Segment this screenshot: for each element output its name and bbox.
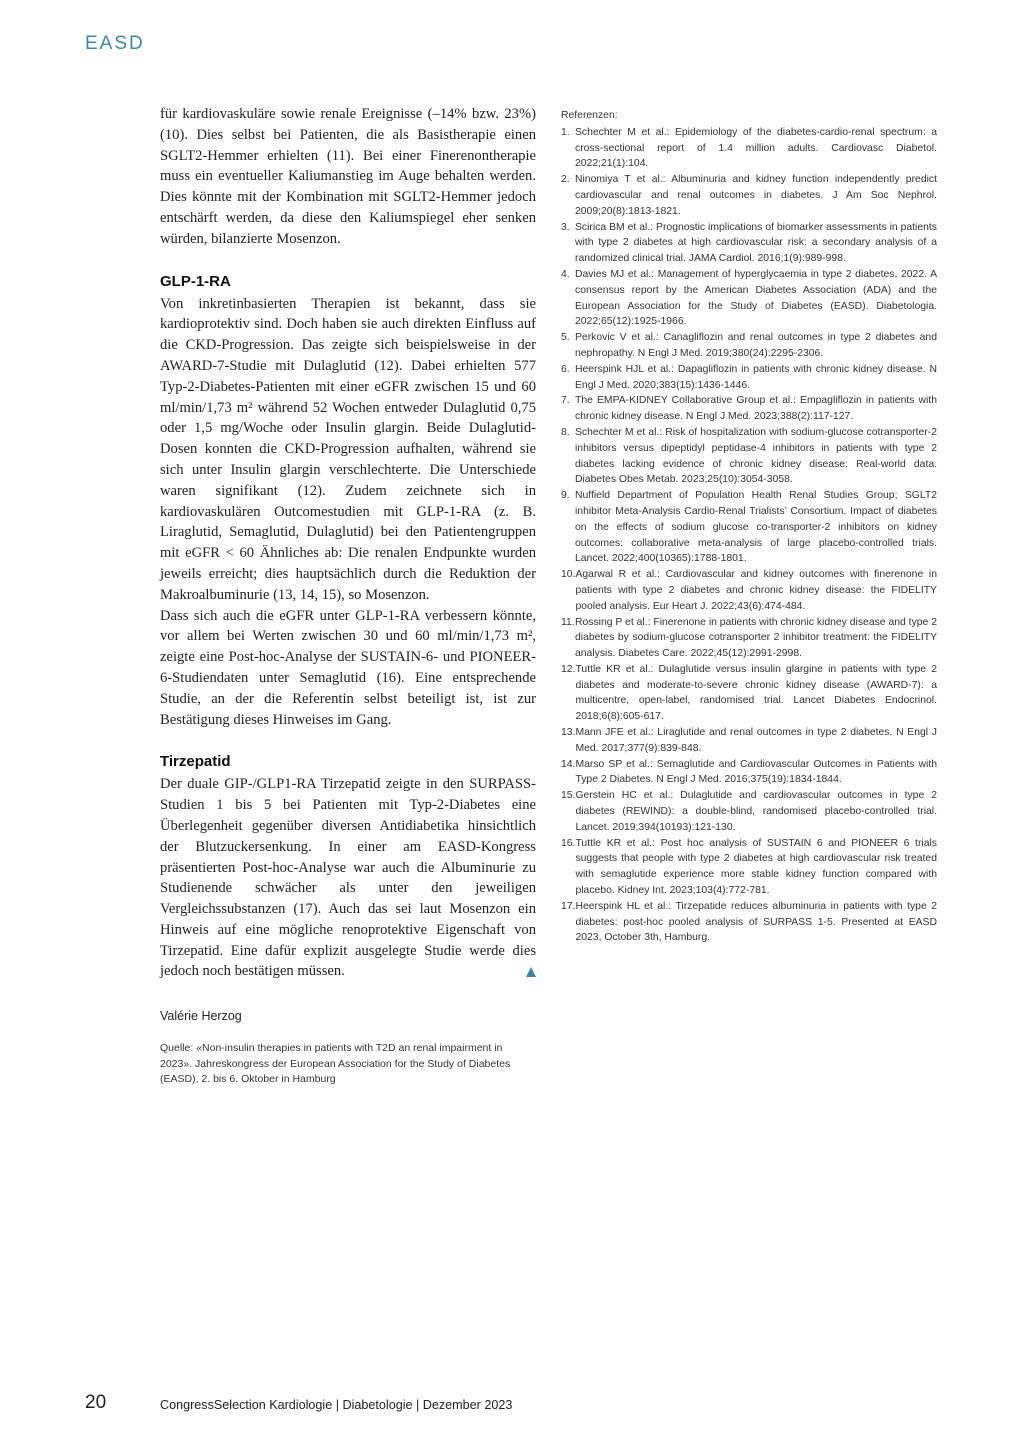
reference-text: The EMPA-KIDNEY Collaborative Group et al.: Empagliflozin in patients with chronic kidney disease. N Engl J Med. 2023;388(2):117-127. [575, 395, 937, 423]
reference-text: Heerspink HJL et al.: Dapagliflozin in patients with chronic kidney disease. N Engl J Med. 2020;383(15):1436-1446. [575, 363, 937, 391]
reference-item [561, 330, 937, 362]
heading-glp1: GLP-1-RA [160, 272, 231, 290]
author-name: Valérie Herzog [160, 1009, 242, 1024]
reference-text: Perkovic V et al.: Canagliflozin and renal outcomes in type 2 diabetes and nephropathy. N Engl J Med. 2019;380(24):2295-2306. [575, 332, 937, 359]
reference-number: 5. [561, 332, 570, 344]
reference-number: 1. [561, 126, 570, 138]
article-body [160, 104, 536, 1088]
intro-paragraph: für kardiovaskuläre sowie renale Ereignisse (–14% bzw. 23%) (10). Dies selbst bei Patienten, die als Basistherapie einen SGLT2-Hemmer erhielten (11). Bei einer Finerenontherapie muss ein eventueller Kaliumanstieg im Auge behalten werden. Dies könnte mit der Kombination mit SGLT2-Hemmer jedoch entschärft werden, da diese den Kaliumspiegel eher senken würden, bilanzierte Mosenzon. [160, 106, 536, 247]
reference-number: 10. [561, 569, 576, 581]
reference-item [561, 488, 937, 567]
reference-item [561, 172, 937, 219]
reference-number: 9. [561, 490, 570, 502]
reference-item [561, 725, 937, 757]
reference-text: Rossing P et al.: Finerenone in patients with chronic kidney disease and type 2 diabetes by sodium-glucose cotransporter 2 inhibitor treatment: the FIDELITY analysis. Diabetes Care. 2022;45(12):2991-2998. [575, 616, 937, 660]
reference-number: 17. [561, 900, 576, 912]
references-heading: Referenzen: [561, 110, 618, 121]
reference-item [561, 662, 937, 725]
heading-tirzepatid: Tirzepatid [160, 753, 231, 771]
reference-number: 3. [561, 221, 570, 233]
glp1-paragraph-1: Von inkretinbasierten Therapien ist bekannt, dass sie kardioprotektiv sind. Doch haben sie auch direkten Einfluss auf die CKD-Progression. Das zeigte sich beispielsweise in der AWARD-7-Studie mit Dulaglutid (12). Dabei erhielten 577 Typ-2-Diabetes-Patienten mit einer eGFR zwischen 15 und 60 ml/min/1,73 m² während 52 Wochen entweder Dulaglutid 0,75 oder 1,5 mg/Woche oder Insulin glargin. Beide Dulaglutid-Dosen konnten die CKD-Progression aufhalten, während sie sich unter Insulin glargin verschlechterte. Die Unterschiede waren signifikant (12). Zudem zeichnete sich in kardiovaskulären Outcomestudien mit GLP-1-RA (z. B. Liraglutid, Semaglutid, Dulaglutid) bei den Patientengruppen mit eGFR < 60 Ähnliches ab: Die renalen Endpunkte wurden jeweils erreicht; dies hauptsächlich durch die Reduktion der Makroalbuminurie (13, 14, 15), so Mosenzon. [160, 295, 536, 603]
reference-text: Schechter M et al.: Epidemiology of the diabetes-cardio-renal spectrum: a cross-sectional report of 1.4 million adults. Cardiovasc Diabetol. 2022;21(1):104. [575, 126, 937, 170]
reference-item [561, 267, 937, 330]
reference-number: 8. [561, 426, 570, 438]
publication-title: CongressSelection Kardiologie | Diabetologie | Dezember 2023 [160, 1398, 513, 1412]
reference-item [561, 788, 937, 835]
reference-number: 13. [561, 727, 576, 739]
reference-text: Nuffield Department of Population Health Renal Studies Group; SGLT2 inhibitor Meta-Analysis Cardio-Renal Trialists’ Consortium. Impact of diabetes on the effects of sodium glucose co-transporter-2 inhibitors on kidney outcomes: collaborative meta-analysis of large placebo-controlled trials. Lancet. 2022;400(10365):1788-1801. [575, 490, 937, 565]
reference-number: 16. [561, 837, 576, 849]
references-list [561, 108, 937, 946]
reference-text: Heerspink HL et al.: Tirzepatide reduces albuminuria in patients with type 2 diabetes: post-hoc pooled analysis of SURPASS 1-5. Presented at EASD 2023, October 3th, Hamburg. [575, 900, 937, 944]
source-note: Quelle: «Non-insulin therapies in patients with T2D an renal impairment in 2023». Jahreskongress der European Association for the Study of Diabetes (EASD), 2. bis 6. Oktober in Hamburg [160, 1042, 511, 1086]
section-label: EASD [85, 33, 145, 54]
reference-text: Tuttle KR et al.: Post hoc analysis of SUSTAIN 6 and PIONEER 6 trials suggests that people with type 2 diabetes at high cardiovascular risk treated with semaglutide experience more stable kidney function compared with placebo. Kidney Int. 2023;103(4):772-781. [575, 837, 937, 897]
reference-number: 2. [561, 174, 570, 186]
reference-text: Ninomiya T et al.: Albuminuria and kidney function independently predict cardiovascular and renal outcomes in diabetes. J Am Soc Nephrol. 2009;20(8):1813-1821. [575, 174, 937, 217]
reference-text: Scirica BM et al.: Prognostic implications of biomarker assessments in patients with type 2 diabetes at high cardiovascular risk: a secondary analysis of a randomized clinical trial. JAMA Cardiol. 2016;1(9):989-998. [575, 221, 937, 265]
reference-text: Davies MJ et al.: Management of hyperglycaemia in type 2 diabetes, 2022. A consensus report by the American Diabetes Association (ADA) and the European Association for the Study of Diabetes (EASD). Diabetologia. 2022;65(12):1925-1966. [575, 268, 937, 328]
reference-item [561, 425, 937, 488]
reference-item [561, 220, 937, 267]
reference-item [561, 567, 937, 614]
reference-text: Gerstein HC et al.: Dulaglutide and cardiovascular outcomes in type 2 diabetes (REWIND): a double-blind, randomised placebo-controlled trial. Lancet. 2019;394(10193):121-130. [575, 790, 937, 833]
reference-text: Marso SP et al.: Semaglutide and Cardiovascular Outcomes in Patients with Type 2 Diabetes. N Engl J Med. 2016;375(19):1834-1844. [575, 758, 937, 786]
reference-number: 6. [561, 363, 570, 375]
tirzepatid-paragraph [160, 774, 536, 982]
reference-item [561, 125, 937, 172]
reference-text: Agarwal R et al.: Cardiovascular and kidney outcomes with finerenone in patients with type 2 diabetes and chronic kidney disease: the FIDELITY pooled analysis. Eur Heart J. 2022;43(6):474-484. [575, 569, 937, 612]
reference-item [561, 899, 937, 946]
end-of-article-triangle-icon [526, 967, 536, 977]
reference-number: 7. [561, 395, 570, 407]
reference-item [561, 393, 937, 425]
reference-number: 14. [561, 758, 576, 770]
reference-text: Mann JFE et al.: Liraglutide and renal outcomes in type 2 diabetes. N Engl J Med. 2017;377(9):839-848. [575, 727, 937, 754]
reference-text: Schechter M et al.: Risk of hospitalization with sodium-glucose cotransporter-2 inhibitors versus dipeptidyl peptidase-4 inhibitors in patients with type 2 diabetes lacking evidence of chronic kidney disease: Real-world data. Diabetes Obes Metab. 2023;25(10):3054-3058. [575, 426, 937, 486]
reference-number: 4. [561, 268, 570, 280]
reference-number: 12. [561, 663, 576, 675]
reference-number: 15. [561, 790, 576, 802]
tirzepatid-text: Der duale GIP-/GLP1-RA Tirzepatid zeigte in den SURPASS-Studien 1 bis 5 bei Patienten mit Typ-2-Diabetes eine Überlegenheit gegenüber diversen Antidiabetika hinsichtlich der Blutzuckersenkung. In einer am EASD-Kongress präsentierten Post-hoc-Analyse war auch die Albuminurie zu Studienende schwächer als unter den jeweiligen Vergleichssubstanzen (17). Auch das sei laut Mosenzon ein Hinweis auf eine mögliche renoprotektive Eigenschaft von Tirzepatid. Eine dafür explizit ausgelegte Studie werde dies jedoch noch bestätigen müssen. [160, 776, 536, 980]
reference-number: 11. [561, 616, 575, 628]
reference-item [561, 836, 937, 899]
reference-item [561, 615, 937, 662]
reference-text: Tuttle KR et al.: Dulaglutide versus insulin glargine in patients with type 2 diabetes and moderate-to-severe chronic kidney disease (AWARD-7): a multicentre, open-label, randomised trial. Lancet Diabetes Endocrinol. 2018;6(8):605-617. [575, 663, 937, 723]
page-number: 20 [85, 1392, 107, 1413]
glp1-paragraph-2: Dass sich auch die eGFR unter GLP-1-RA verbessern könnte, vor allem bei Werten zwischen 30 und 60 ml/min/1,73 m², zeigte eine Post-hoc-Analyse der SUSTAIN-6- und PIONEER-6-Studiendaten unter Semaglutid (16). Eine entsprechende Studie, an der die Referentin selbst beteiligt ist, ist zur Bestätigung dieses Hinweises im Gang. [160, 607, 536, 728]
reference-item [561, 757, 937, 789]
reference-item [561, 362, 937, 394]
